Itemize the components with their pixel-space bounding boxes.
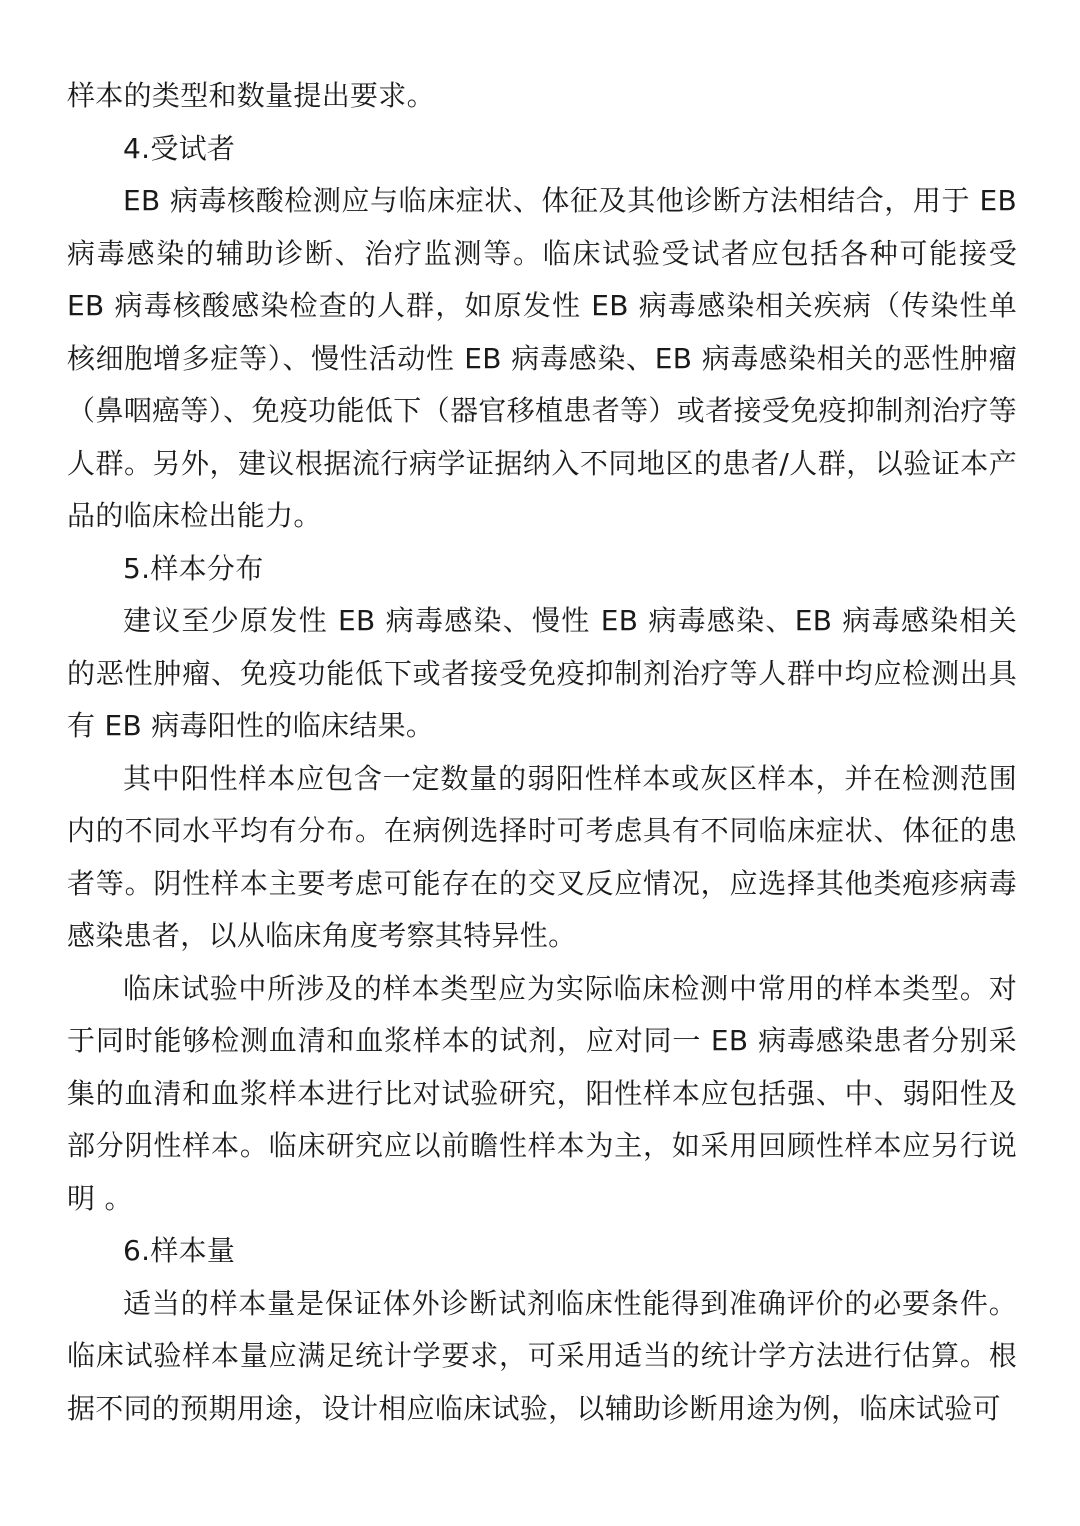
paragraph-sample-requirements-end: 样本的类型和数量提出要求。 <box>67 79 435 112</box>
section-heading-sample-size: 6.样本量 <box>123 1234 236 1267</box>
paragraph-subjects: EB 病毒核酸检测应与临床症状、体征及其他诊断方法相结合，用于 EB 病毒感染的辅助诊断、治疗监测等。临床试验受试者应包括各种可能接受 EB 病毒核酸感染检查的人群，如原发性 EB 病毒感染相关疾病（传染性单核细胞增多症等）、慢性活动性 EB 病毒感染、EB 病毒感染相关的恶性肿瘤（鼻咽癌等）、免疫功能低下（器官移植患者等）或者接受免疫抑制剂治疗等人群。另外，建议根据流行病学证据纳入不同地区的患者/人群，以验证本产品的临床检出能力。 <box>67 184 1017 532</box>
document-body <box>67 70 1017 1435</box>
section-heading-sample-distribution: 5.样本分布 <box>123 551 264 585</box>
paragraph-sample-distribution-1: 建议至少原发性 EB 病毒感染、慢性 EB 病毒感染、EB 病毒感染相关的恶性肿瘤、免疫功能低下或者接受免疫抑制剂治疗等人群中均应检测出具有 EB 病毒阳性的临床结果。 <box>67 604 1017 742</box>
section-heading-subjects: 4.受试者 <box>123 131 236 165</box>
paragraph-sample-size: 适当的样本量是保证体外诊断试剂临床性能得到准确评价的必要条件。临床试验样本量应满足统计学要求，可采用适当的统计学方法进行估算。根据不同的预期用途，设计相应临床试验，以辅助诊断用途为例，临床试验可 <box>67 1286 1017 1425</box>
paragraph-sample-distribution-3: 临床试验中所涉及的样本类型应为实际临床检测中常用的样本类型。对于同时能够检测血清和血浆样本的试剂，应对同一 EB 病毒感染患者分别采集的血清和血浆样本进行比对试验研究，阳性样本应包括强、中、弱阳性及部分阴性样本。临床研究应以前瞻性样本为主，如采用回顾性样本应另行说明 。 <box>67 971 1017 1215</box>
paragraph-sample-distribution-2: 其中阳性样本应包含一定数量的弱阳性样本或灰区样本，并在检测范围内的不同水平均有分布。在病例选择时可考虑具有不同临床症状、体征的患者等。阴性样本主要考虑可能存在的交叉反应情况，应选择其他类疱疹病毒感染患者，以从临床角度考察其特异性。 <box>67 761 1017 952</box>
